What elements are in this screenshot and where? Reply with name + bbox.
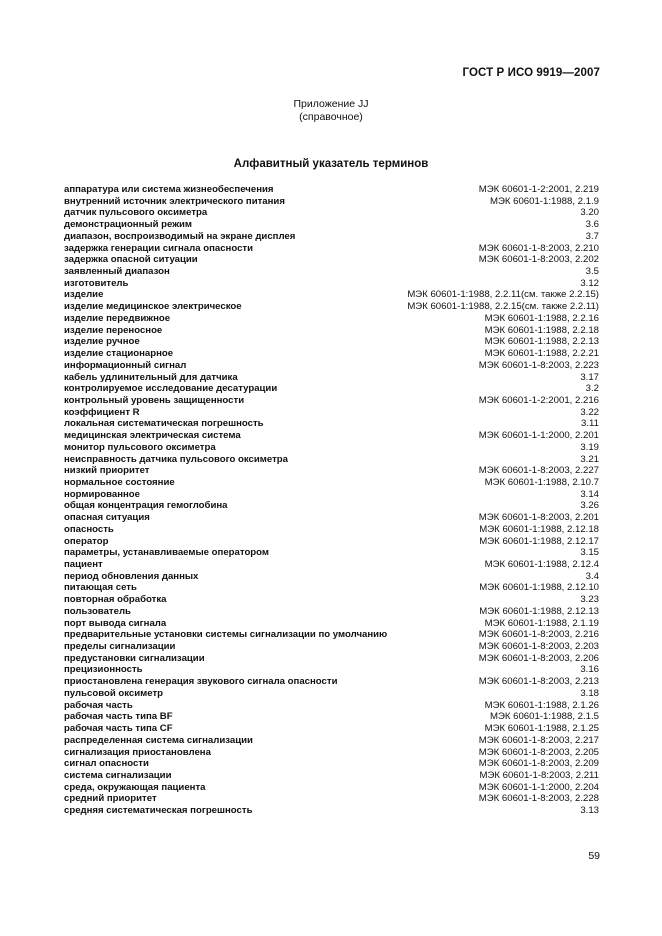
term-row (64, 489, 599, 501)
term-reference: 3.6 (585, 219, 599, 231)
term-reference: 3.14 (580, 488, 599, 500)
term-label: низкий приоритет (64, 465, 150, 477)
term-reference: 3.16 (580, 664, 599, 676)
term-label: пульсовой оксиметр (64, 687, 164, 699)
term-reference: 3.11 (581, 418, 599, 430)
term-row (64, 618, 599, 630)
term-label: рабочая часть типа BF (64, 711, 173, 723)
term-row (64, 524, 599, 536)
term-row (64, 723, 599, 735)
term-row (64, 301, 599, 313)
term-label: датчик пульсового оксиметра (64, 207, 208, 219)
term-reference: МЭК 60601-1-8:2003, 2.209 (478, 758, 599, 770)
term-row (64, 348, 599, 360)
term-reference: МЭК 60601-1:1988, 2.12.10 (479, 582, 599, 594)
term-row (64, 758, 599, 770)
term-label: нормированное (64, 488, 140, 500)
term-label: монитор пульсового оксиметра (64, 441, 216, 453)
term-reference: МЭК 60601-1:1988, 2.2.16 (484, 312, 599, 324)
term-reference: МЭК 60601-1-8:2003, 2.201 (478, 512, 599, 524)
term-label: распределенная система сигнализации (64, 734, 253, 746)
term-label: система сигнализации (64, 769, 172, 781)
term-label: пользователь (64, 605, 131, 617)
term-reference: 3.15 (580, 547, 599, 559)
term-row (64, 454, 599, 466)
term-label: контролируемое исследование десатурации (64, 383, 278, 395)
term-row (64, 336, 599, 348)
term-row (64, 418, 599, 430)
term-reference: 3.5 (585, 266, 599, 278)
term-reference: МЭК 60601-1-8:2003, 2.227 (478, 465, 599, 477)
term-reference: 3.26 (580, 500, 599, 512)
term-label: изготовитель (64, 277, 129, 289)
term-reference: МЭК 60601-1-1:2000, 2.201 (478, 430, 599, 442)
term-row (64, 372, 599, 384)
term-reference: МЭК 60601-1-8:2003, 2.216 (478, 629, 599, 641)
term-reference: МЭК 60601-1-8:2003, 2.217 (478, 734, 599, 746)
term-row (64, 207, 599, 219)
term-row (64, 360, 599, 372)
term-label: рабочая часть (64, 699, 133, 711)
term-reference: МЭК 60601-1-8:2003, 2.211 (479, 769, 599, 781)
term-reference: МЭК 60601-1:1988, 2.1.9 (489, 195, 599, 207)
term-row (64, 500, 599, 512)
term-reference: МЭК 60601-1:1988, 2.1.26 (484, 699, 599, 711)
term-label: изделие медицинское электрическое (64, 301, 242, 313)
term-reference: МЭК 60601-1:1988, 2.1.25 (484, 723, 599, 735)
term-label: заявленный диапазон (64, 266, 170, 278)
term-row (64, 395, 599, 407)
term-reference: 3.20 (580, 207, 599, 219)
term-label: аппаратура или система жизнеобеспечения (64, 184, 274, 195)
term-label: сигнал опасности (64, 758, 149, 770)
term-reference: МЭК 60601-1:1988, 2.1.5 (489, 711, 599, 723)
term-row (64, 231, 599, 243)
term-label: период обновления данных (64, 570, 199, 582)
term-row (64, 536, 599, 548)
term-row (64, 184, 599, 196)
term-row (64, 782, 599, 794)
term-label: оператор (64, 535, 109, 547)
term-row (64, 465, 599, 477)
term-label: кабель удлинительный для датчика (64, 371, 238, 383)
term-label: контрольный уровень защищенности (64, 394, 245, 406)
term-label: изделие (64, 289, 104, 301)
term-row (64, 676, 599, 688)
term-label: демонстрационный режим (64, 219, 193, 231)
term-row (64, 688, 599, 700)
term-reference: 3.13 (580, 805, 599, 817)
term-row (64, 770, 599, 782)
term-row (64, 606, 599, 618)
appendix-heading (0, 98, 662, 124)
term-label: средний приоритет (64, 793, 157, 805)
term-label: предварительные установки системы сигнализации по умолчанию (64, 629, 388, 641)
term-label: общая концентрация гемоглобина (64, 500, 228, 512)
standard-code: ГОСТ Р ИСО 9919—2007 (462, 67, 600, 79)
term-row (64, 383, 599, 395)
term-reference: МЭК 60601-1-2:2001, 2.216 (478, 394, 599, 406)
term-row (64, 747, 599, 759)
term-label: изделие передвижное (64, 312, 171, 324)
term-label: пациент (64, 559, 103, 570)
term-label: пределы сигнализации (64, 641, 176, 653)
term-row (64, 430, 599, 442)
term-row (64, 512, 599, 524)
term-reference: МЭК 60601-1-8:2003, 2.223 (478, 359, 599, 371)
term-reference: 3.2 (585, 383, 599, 395)
term-row (64, 559, 599, 571)
term-row (64, 243, 599, 255)
term-label: задержка генерации сигнала опасности (64, 242, 253, 254)
term-label: изделие стационарное (64, 348, 174, 360)
term-label: коэффициент R (64, 406, 140, 418)
term-row (64, 254, 599, 266)
term-reference: МЭК 60601-1:1988, 2.10.7 (484, 476, 599, 488)
term-label: опасная ситуация (64, 512, 150, 524)
term-label: неисправность датчика пульсового оксиметра (64, 453, 288, 465)
term-row (64, 735, 599, 747)
term-label: изделие переносное (64, 324, 163, 336)
term-reference: МЭК 60601-1:1988, 2.2.13 (484, 336, 599, 348)
term-reference: МЭК 60601-1-2:2001, 2.219 (478, 184, 599, 195)
term-reference: МЭК 60601-1:1988, 2.12.13 (479, 605, 599, 617)
term-label: локальная систематическая погрешность (64, 418, 264, 430)
term-reference: МЭК 60601-1-8:2003, 2.210 (478, 242, 599, 254)
term-reference: МЭК 60601-1:1988, 2.1.19 (484, 617, 599, 629)
appendix-title: Приложение JJ (293, 98, 369, 110)
term-row (64, 700, 599, 712)
page-number: 59 (588, 850, 600, 862)
term-row (64, 442, 599, 454)
term-label: питающая сеть (64, 582, 137, 594)
term-label: предустановки сигнализации (64, 652, 205, 664)
term-row (64, 325, 599, 337)
term-row (64, 266, 599, 278)
term-row (64, 629, 599, 641)
appendix-subtitle: (справочное) (299, 111, 363, 123)
term-reference: МЭК 60601-1:1988, 2.2.15(см. также 2.2.11) (407, 301, 599, 313)
term-row (64, 653, 599, 665)
term-label: нормальное состояние (64, 476, 175, 488)
term-reference: МЭК 60601-1:1988, 2.2.18 (484, 324, 599, 336)
term-reference: МЭК 60601-1-8:2003, 2.202 (478, 254, 599, 266)
term-reference: 3.18 (580, 687, 599, 699)
term-row (64, 313, 599, 325)
term-row (64, 641, 599, 653)
term-row (64, 547, 599, 559)
term-row (64, 289, 599, 301)
term-row (64, 805, 599, 817)
term-reference: МЭК 60601-1-8:2003, 2.203 (478, 641, 599, 653)
term-label: рабочая часть типа CF (64, 723, 173, 735)
term-reference: 3.21 (580, 453, 599, 465)
term-row (64, 219, 599, 231)
term-reference: 3.22 (580, 406, 599, 418)
term-label: медицинская электрическая система (64, 430, 241, 442)
term-reference: МЭК 60601-1-1:2000, 2.204 (478, 781, 599, 793)
term-label: параметры, устанавливаемые оператором (64, 547, 269, 559)
term-label: внутренний источник электрического питания (64, 195, 285, 207)
term-label: информационный сигнал (64, 359, 187, 371)
term-label: среда, окружающая пациента (64, 781, 206, 793)
term-reference: 3.23 (580, 594, 599, 606)
term-reference: МЭК 60601-1-8:2003, 2.205 (478, 746, 599, 758)
term-label: изделие ручное (64, 336, 140, 348)
term-row (64, 278, 599, 290)
term-label: порт вывода сигнала (64, 617, 167, 629)
term-row (64, 582, 599, 594)
term-row (64, 407, 599, 419)
term-reference: МЭК 60601-1:1988, 2.2.21 (484, 348, 599, 360)
term-label: приостановлена генерация звукового сигнала опасности (64, 676, 338, 688)
term-label: прецизионность (64, 664, 143, 676)
term-reference: 3.19 (580, 441, 599, 453)
term-row (64, 477, 599, 489)
term-reference: МЭК 60601-1:1988, 2.12.17 (479, 535, 599, 547)
term-row (64, 664, 599, 676)
term-label: средняя систематическая погрешность (64, 805, 253, 817)
term-reference: МЭК 60601-1:1988, 2.2.11(см. также 2.2.15) (407, 289, 599, 301)
term-reference: МЭК 60601-1-8:2003, 2.228 (478, 793, 599, 805)
term-reference: 3.4 (585, 570, 599, 582)
term-row (64, 196, 599, 208)
term-row (64, 711, 599, 723)
term-reference: МЭК 60601-1-8:2003, 2.206 (478, 652, 599, 664)
term-label: повторная обработка (64, 594, 167, 606)
term-row (64, 571, 599, 583)
term-reference: 3.7 (585, 230, 599, 242)
term-label: диапазон, воспроизводимый на экране дисплея (64, 230, 296, 242)
term-label: сигнализация приостановлена (64, 746, 211, 758)
term-row (64, 793, 599, 805)
term-row (64, 594, 599, 606)
term-reference: МЭК 60601-1:1988, 2.12.18 (479, 523, 599, 535)
index-title: Алфавитный указатель терминов (233, 158, 429, 170)
term-reference: 3.17 (580, 371, 599, 383)
term-label: опасность (64, 523, 114, 535)
terms-index-list (64, 184, 599, 817)
term-reference: МЭК 60601-1-8:2003, 2.213 (478, 676, 599, 688)
term-reference: МЭК 60601-1:1988, 2.12.4 (484, 559, 599, 570)
term-label: задержка опасной ситуации (64, 254, 198, 266)
term-reference: 3.12 (580, 277, 599, 289)
